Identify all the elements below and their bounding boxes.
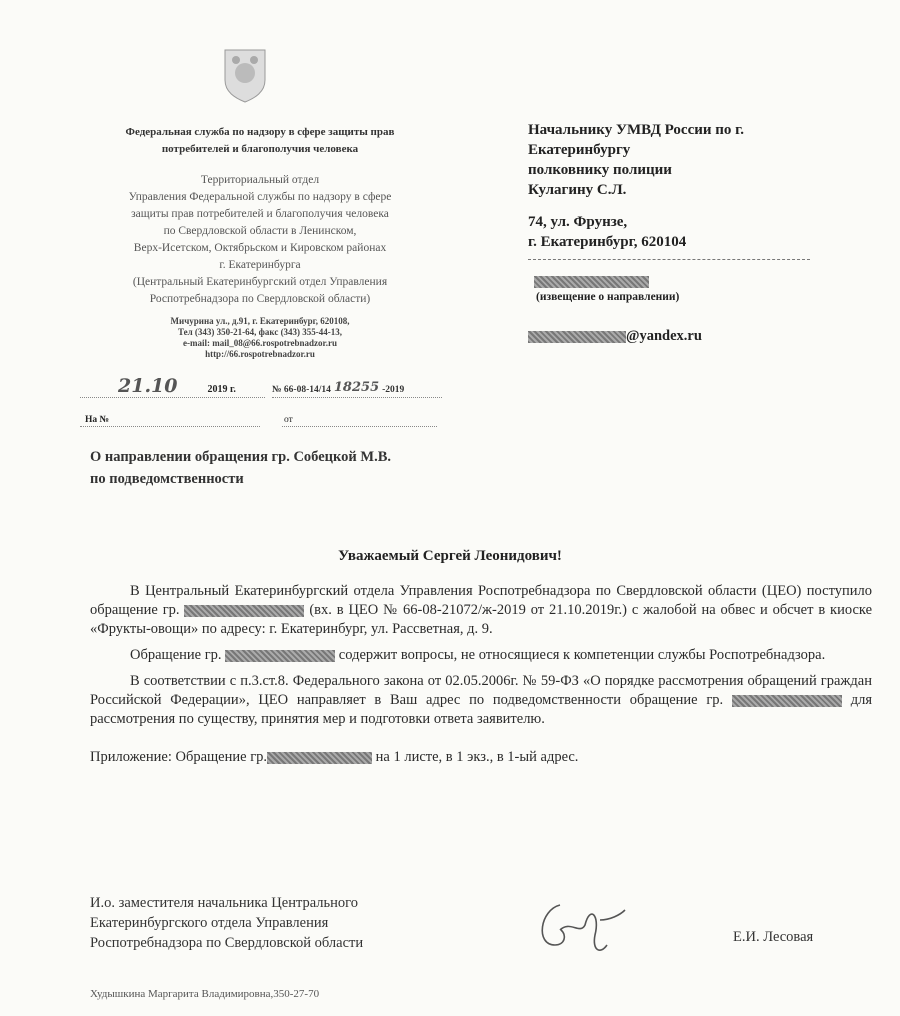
incoming-number bbox=[80, 413, 260, 427]
signer-position bbox=[90, 893, 363, 953]
subject-line: О направлении обращения гр. Собецкой М.В. bbox=[90, 449, 392, 465]
redacted-text bbox=[534, 273, 649, 291]
redacted-text bbox=[732, 695, 842, 707]
salutation: Уважаемый Сергей Леонидович! bbox=[338, 548, 562, 564]
letter-body bbox=[90, 582, 872, 767]
paragraph bbox=[90, 646, 872, 665]
contact-info bbox=[80, 316, 440, 360]
addr-line: e-mail: mail_08@66.rospotrebnadzor.ru bbox=[183, 338, 337, 348]
text: (вх. в ЦЕО № 66-08-21072/ж-2019 от 21.10.2019г.) с жалобой на обвес и обсчет в киоске «Фрукты-овощи» по адресу: г. Екатеринбург, ул. Рассветная, д. 9. bbox=[90, 602, 873, 637]
organization-name bbox=[80, 124, 440, 158]
dept-line: (Центральный Екатеринбургский отдел Управления bbox=[132, 276, 388, 288]
position-line: Екатеринбургского отдела Управления bbox=[90, 915, 329, 931]
recipient-email bbox=[528, 328, 702, 345]
dept-line: Роспотребнадзора по Свердловской области) bbox=[149, 293, 371, 305]
redacted-text bbox=[225, 650, 335, 662]
addr-line: http://66.rospotrebnadzor.ru bbox=[205, 349, 315, 359]
number-prefix: № 66-08-14/14 bbox=[272, 385, 331, 395]
notice-label: (извещение о направлении) bbox=[536, 291, 680, 303]
redacted-text bbox=[184, 605, 304, 617]
text: содержит вопросы, не относящиеся к компетенции службы Роспотребнадзора. bbox=[338, 647, 826, 663]
in-no-label: На № bbox=[85, 415, 110, 425]
text: Приложение: Обращение гр. bbox=[90, 749, 268, 765]
recipient-line: Екатеринбургу bbox=[528, 142, 631, 158]
subject bbox=[90, 446, 391, 490]
position-line: Роспотребнадзора по Свердловской области bbox=[90, 935, 364, 951]
date-field bbox=[80, 374, 265, 398]
signer-name: Е.И. Лесовая bbox=[733, 929, 814, 945]
handwritten-number: 18255 bbox=[333, 380, 380, 395]
dept-line: Верх-Исетском, Октябрьском и Кировском районах bbox=[133, 242, 387, 254]
divider bbox=[528, 259, 810, 260]
email-suffix: @yandex.ru bbox=[626, 328, 702, 344]
dept-line: Управления Федеральной службы по надзору в сфере bbox=[128, 191, 392, 203]
paragraph bbox=[90, 672, 872, 729]
addr-line: Тел (343) 350-21-64, факс (343) 355-44-13, bbox=[177, 327, 343, 337]
recipient-line: Начальнику УМВД России по г. bbox=[528, 122, 745, 138]
paragraph bbox=[90, 582, 872, 639]
signature-icon bbox=[530, 890, 640, 965]
date-year: 2019 г. bbox=[207, 384, 236, 395]
executor: Худышкина Маргарита Владимировна,350-27-70 bbox=[90, 988, 320, 1000]
incoming-date bbox=[282, 413, 437, 427]
redacted-text bbox=[267, 752, 372, 764]
number-suffix: -2019 bbox=[382, 385, 405, 395]
addr-line: Мичурина ул., д.91, г. Екатеринбург, 620108, bbox=[170, 316, 350, 326]
dept-line: г. Екатеринбурга bbox=[219, 259, 301, 271]
recipient bbox=[528, 120, 744, 252]
dept-line: по Свердловской области в Ленинском, bbox=[163, 225, 357, 237]
text: для рассмотрения по существу, принятия мер и подготовки ответа заявителю. bbox=[90, 692, 873, 727]
dept-line: Территориальный отдел bbox=[200, 174, 320, 186]
subject-line: по подведомственности bbox=[90, 471, 244, 487]
coat-of-arms-icon bbox=[220, 45, 270, 103]
org-line: Федеральная служба по надзору в сфере защиты прав bbox=[125, 126, 395, 138]
recipient-city: г. Екатеринбург, 620104 bbox=[528, 234, 687, 250]
dept-line: защиты прав потребителей и благополучия человека bbox=[131, 208, 389, 220]
department-name bbox=[80, 172, 440, 308]
number-field bbox=[272, 374, 442, 398]
recipient-address: 74, ул. Фрунзе, bbox=[528, 214, 628, 230]
text: на 1 листе, в 1 экз., в 1-ый адрес. bbox=[375, 749, 579, 765]
text: В соответствии с п.3.ст.8. Федерального закона от 02.05.2006г. № 59-ФЗ «О порядке рассмотрения обращений граждан Российской Федерации», ЦЕО направляет в Ваш адрес по подведомственности обращение гр. bbox=[90, 673, 872, 708]
from-label: от bbox=[284, 415, 293, 425]
recipient-line: полковнику полиции bbox=[528, 162, 672, 178]
text: Обращение гр. bbox=[130, 647, 222, 663]
position-line: И.о. заместителя начальника Центрального bbox=[90, 895, 358, 911]
text: В Центральный Екатеринбургский отдела Управления Роспотребнадзора по Свердловской области (ЦЕО) поступило обращение гр. bbox=[90, 583, 872, 618]
handwritten-date: 21.10 bbox=[118, 375, 178, 397]
recipient-line: Кулагину С.Л. bbox=[528, 182, 627, 198]
org-line: потребителей и благополучия человека bbox=[161, 143, 359, 155]
attachment bbox=[90, 748, 872, 767]
